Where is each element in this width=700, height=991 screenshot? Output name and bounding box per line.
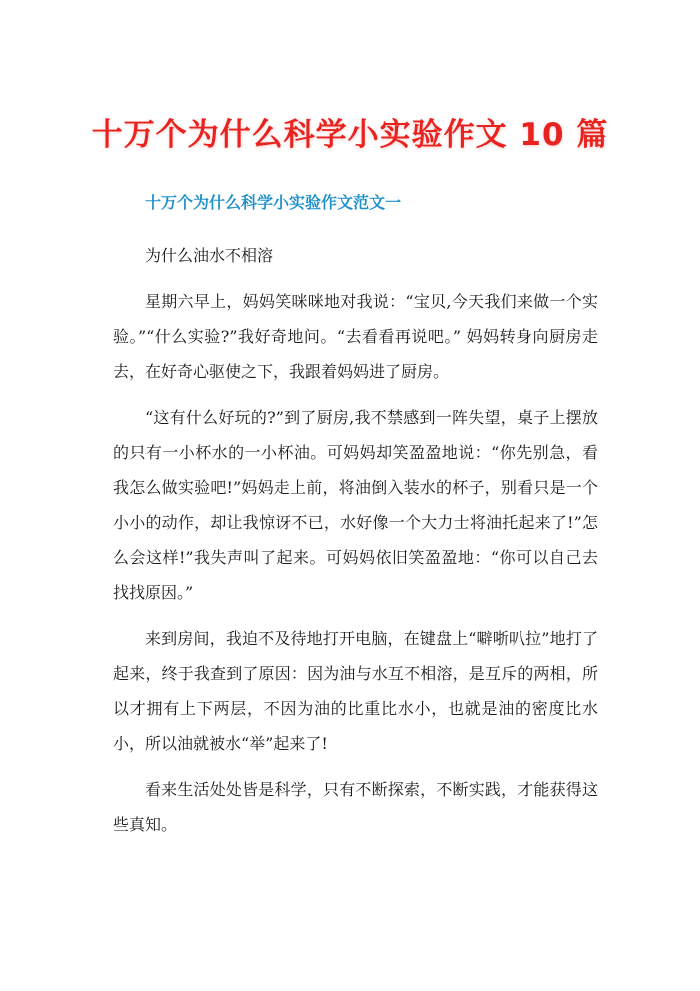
document-title: 十万个为什么科学小实验作文 10 篇 [91, 116, 609, 153]
essay-paragraph: “这有什么好玩的?”到了厨房,我不禁感到一阵失望，桌子上摆放的只有一小杯水的一小杯油。可妈妈却笑盈盈地说：“你先别急，看我怎么做实验吧!”妈妈走上前，将油倒入装水的杯子，别看只是一个小小的动作，却让我惊讶不已，水好像一个大力士将油托起来了!”怎么会这样!”我失声叫了起来。可妈妈依旧笑盈盈地：“你可以自己去找找原因。” [113, 408, 598, 602]
essay-paragraph: 来到房间，我迫不及待地打开电脑，在键盘上“噼哳叭拉”地打了起来，终于我查到了原因：因为油与水互不相溶，是互斥的两相，所以才拥有上下两层，不因为油的比重比水小，也就是油的密度比水小，所以油就被水“举”起来了! [113, 629, 598, 753]
essay-paragraph: 星期六早上，妈妈笑咪咪地对我说：“宝贝,今天我们来做一个实验。”“什么实验?”我好奇地问。“去看看再说吧。” 妈妈转身向厨房走去，在好奇心驱使之下，我跟着妈妈进了厨房。 [113, 292, 598, 381]
section-heading: 十万个为什么科学小实验作文范文一 [145, 193, 402, 212]
essay-subtitle: 为什么油水不相溶 [145, 246, 274, 265]
essay-body [113, 238, 598, 853]
essay-paragraph: 看来生活处处皆是科学，只有不断探索，不断实践，才能获得这些真知。 [113, 780, 598, 834]
